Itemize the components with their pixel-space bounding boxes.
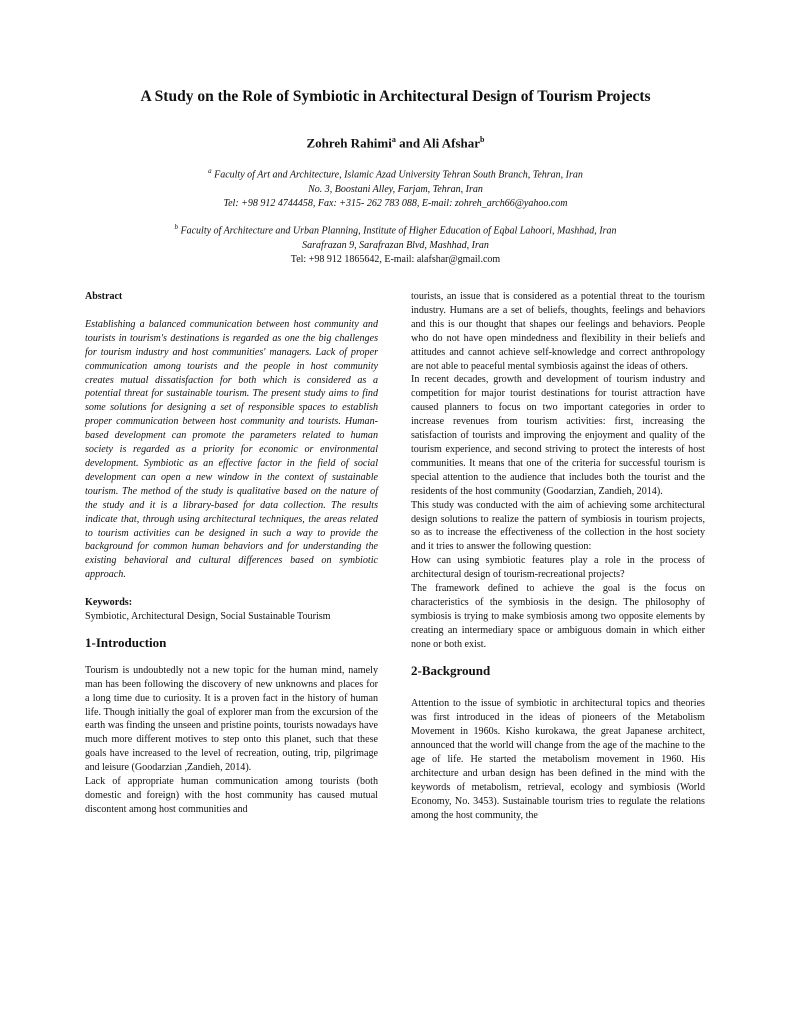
author-conjunction: and bbox=[395, 135, 423, 151]
affiliation-marker: b bbox=[480, 135, 485, 144]
author-name: Zohreh Rahimi bbox=[306, 135, 392, 151]
abstract-heading: Abstract bbox=[85, 291, 123, 302]
right-column bbox=[411, 290, 705, 823]
research-question: How can using symbiotic features play a role in the process of architectural design of tourism-recreational projects? bbox=[411, 555, 705, 581]
paragraph: Lack of appropriate human communication among tourists (both domestic and foreign) with the host community has caused mutual discontent among host communities and bbox=[85, 776, 378, 815]
paragraph: Tourism is undoubtedly not a new topic for the human mind, namely man has been following the discovery of new unknowns and places for a long time due to curiosity. It is a proven fact in the history of human life. Though initially the goal of explorer man from the excursion of the earth was finding the unseen and pristine points, tourists nowadays have much more different motives to step onto this planet, such that these goals have increased to the level of recreation, outing, trip, pilgrimage and leisure (Goodarzian ,Zandieh, 2014). bbox=[85, 664, 378, 774]
abstract-body: Establishing a balanced communication between host community and tourists in tourism's destinations is regarded as one the big challenges for tourism industry and host communities' managers. Lack of proper communication among tourists and the people in host community creates mutual dissatisfaction for both which is considered as a potential threat for sustainable tourism. The present study aims to find some solutions for designing a set of responsible spaces to establish proper communication between host community and tourists. Human-based development can promote the parameters related to human society is regarded as a priority for economic or environmental development. Symbiotic as an effective factor in the field of social development can open a new window in the context of sustainable tourism. The method of the study is qualitative based on the nature of the study and it is a library-based for data collection. The results indicate that, through using architectural techniques, the areas related to tourism activities can be designed in such a way to provide the background for common human behaviors and for understanding the existing behavioral and cultural differences based on symbiotic approach. bbox=[85, 318, 378, 581]
affiliation-contact: Tel: +98 912 4744458, Fax: +315- 262 783 088, E-mail: zohreh_arch66@yahoo.com bbox=[223, 198, 568, 210]
keywords-heading: Keywords: bbox=[85, 597, 133, 609]
affiliation-institution: Faculty of Art and Architecture, Islamic Azad University Tehran South Branch, Tehran, Iran bbox=[214, 169, 583, 181]
affiliation-a bbox=[0, 164, 791, 212]
section-heading-introduction: 1-Introduction bbox=[85, 634, 167, 650]
affiliation-institution: Faculty of Architecture and Urban Planning, Institute of Higher Education of Eqbal Lahoori, Mashhad, Iran bbox=[180, 225, 617, 237]
paragraph-continued: tourists, an issue that is considered as a potential threat to the tourism industry. Humans are a set of beliefs, thoughts, feelings and behaviors and this is our thought that shapes our feelings and behaviors. People who do not have open mindedness and flexibility in their beliefs and attitudes and cannot achieve self-knowledge and correct anthropology are not able to peaceful mental symbiosis against the ideas of others. bbox=[411, 291, 705, 372]
author-line bbox=[0, 135, 791, 151]
affiliation-marker: a bbox=[391, 135, 396, 144]
affiliation-marker: a bbox=[208, 167, 212, 175]
affiliation-contact: Tel: +98 912 1865642, E-mail: alafshar@gmail.com bbox=[290, 254, 501, 266]
paragraph: The framework defined to achieve the goal is the focus on characteristics of the symbiosis in the design. The philosophy of symbiosis is trying to make symbiosis among two opposite elements by creating an intermediary space or ambiguous domain in which either none or both exist. bbox=[411, 583, 705, 650]
affiliation-b bbox=[0, 220, 791, 268]
paper-title: A Study on the Role of Symbiotic in Architectural Design of Tourism Projects bbox=[140, 88, 651, 105]
keywords-body: Symbiotic, Architectural Design, Social Sustainable Tourism bbox=[85, 611, 331, 623]
paragraph: Attention to the issue of symbiotic in architectural topics and theories was first introduced in the ideas of pioneers of the Metabolism Movement in 1960s. Kisho kurokawa, the great Japanese architect, announced that the world will change from the age of the machine to the age of life. He started the metabolism movement in 1960. His architecture and urban design has been defined in the mind with the keywords of metabolism, retrieval, ecology and symbiosis (World Economy, No. 3453). Sustainable tourism tries to regulate the relations among the host community, the bbox=[411, 698, 705, 821]
author-name: Ali Afshar bbox=[422, 135, 481, 151]
affiliation-marker: b bbox=[174, 223, 178, 231]
section-heading-background: 2-Background bbox=[411, 662, 491, 678]
paragraph: In recent decades, growth and development of tourism industry and competition for major tourist destinations for tourist attraction have caused planners to focus on two important categories in order to increase revenues from tourism activities: first, increasing the satisfaction of tourists and improving the enjoyment and quality of the tourism experience, and second striving to protect the interests of host communities. It means that one of the criteria for successful tourism is special attention to the audience that includes both the tourist and the residents of the host community (Goodarzian, Zandieh, 2014). bbox=[411, 374, 705, 497]
affiliation-address: No. 3, Boostani Alley, Farjam, Tehran, Iran bbox=[308, 183, 483, 195]
affiliation-address: Sarafrazan 9, Sarafrazan Blvd, Mashhad, Iran bbox=[302, 239, 489, 251]
paragraph: This study was conducted with the aim of achieving some architectural design solutions to realize the pattern of symbiosis in tourism projects, so as to increase the effectiveness of the collection in the host society and it tries to answer the following question: bbox=[411, 499, 705, 553]
left-column bbox=[85, 290, 378, 817]
